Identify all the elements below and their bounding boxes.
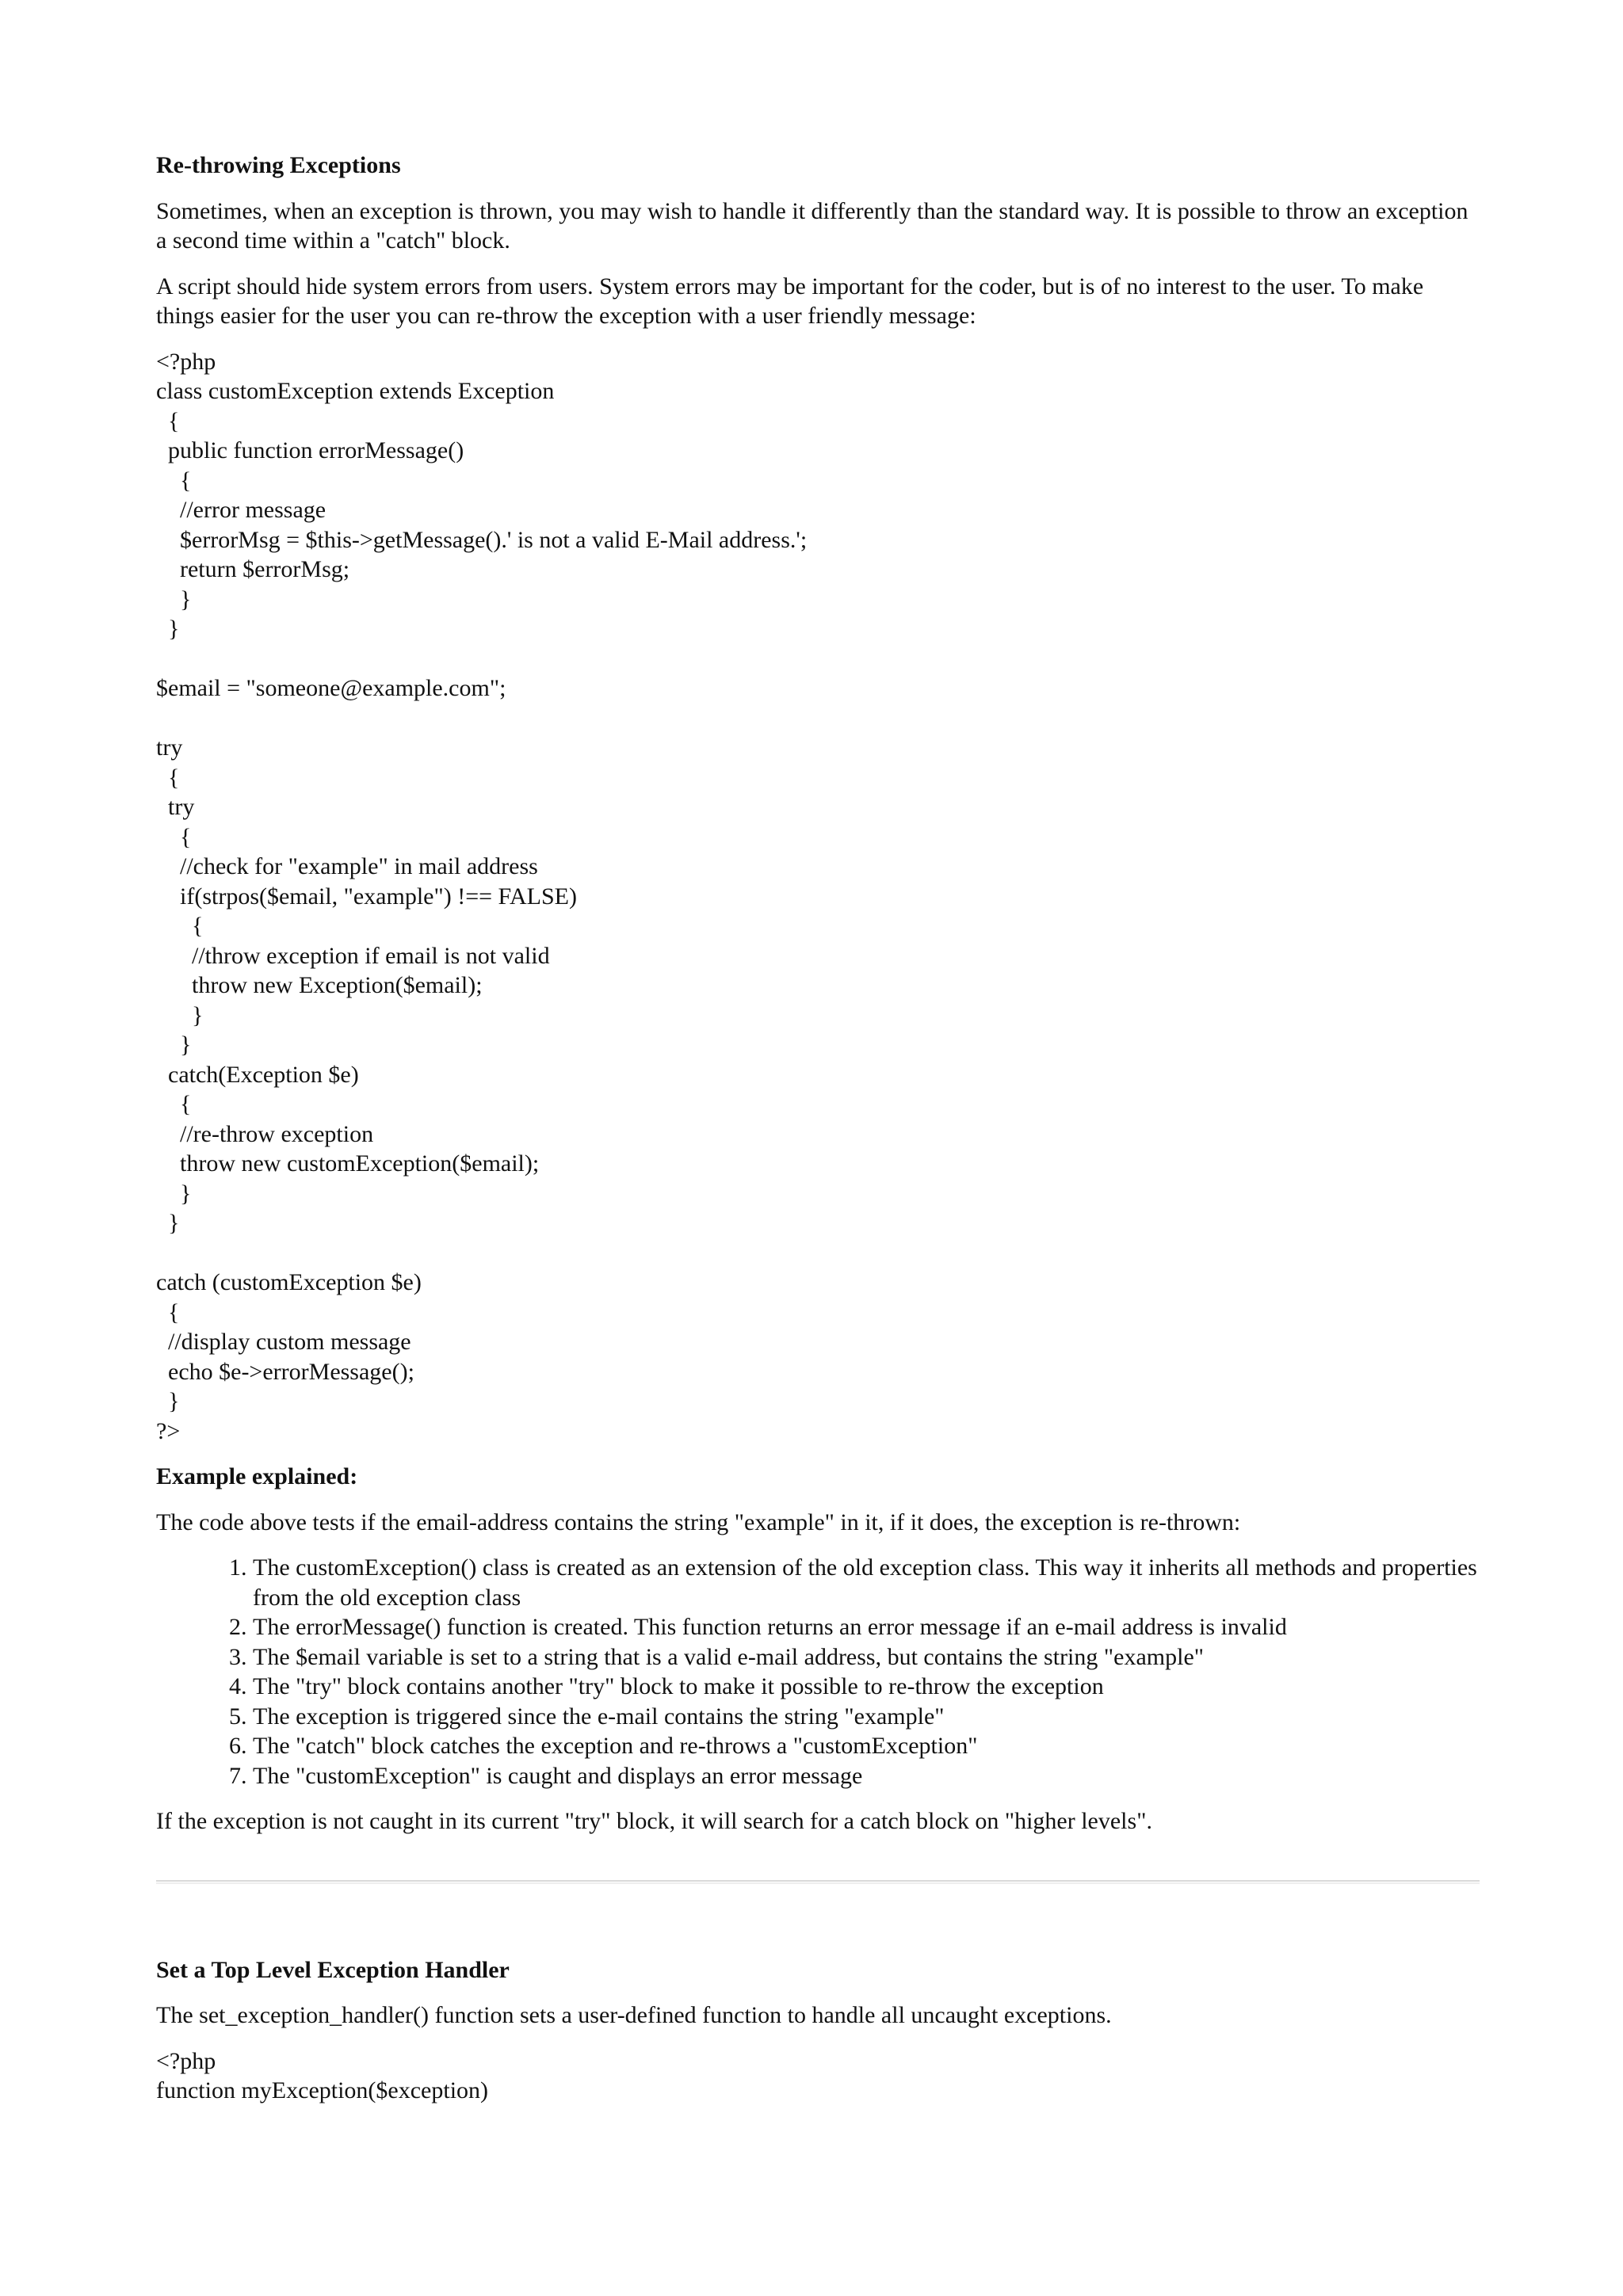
list-item-step-4: 4. The "try" block contains another "try" block to make it possible to re-throw the exception [253,1672,1480,1702]
section-divider [156,1880,1480,1884]
example-explained-heading: Example explained: [156,1463,358,1489]
explanation-steps-list [156,1553,1480,1791]
list-item-step-2: 2. The errorMessage() function is created. This function returns an error message if an e-mail address is invalid [253,1612,1480,1642]
code-block-exception-handler: <?php function myException($exception) [156,2047,489,2103]
paragraph-hide-errors: A script should hide system errors from users. System errors may be important for the coder, but is of no interest to the user. To make things easier for the user you can re-throw the exception with a user friendly message: [156,273,1424,329]
list-item-step-6: 6. The "catch" block catches the exception and re-throws a "customException" [253,1731,1480,1761]
paragraph-explained-intro: The code above tests if the email-address contains the string "example" in it, if it does, the exception is re-thrown: [156,1508,1241,1535]
list-item-step-7: 7. The "customException" is caught and displays an error message [253,1761,1480,1791]
list-item-step-5: 5. The exception is triggered since the e-mail contains the string "example" [253,1702,1480,1732]
list-item-step-1: 1. The customException() class is created as an extension of the old exception class. This way it inherits all methods and properties from the old exception class [253,1553,1480,1612]
list-item-step-3: 3. The $email variable is set to a string that is a valid e-mail address, but contains the string "example" [253,1642,1480,1672]
document-page [156,151,1480,2106]
section-heading-rethrowing: Re-throwing Exceptions [156,152,401,178]
paragraph-higher-levels: If the exception is not caught in its current "try" block, it will search for a catch block on "higher levels". [156,1808,1152,1834]
paragraph-set-exception-handler: The set_exception_handler() function sets a user-defined function to handle all uncaught exceptions. [156,2002,1112,2028]
section-heading-top-level-handler: Set a Top Level Exception Handler [156,1956,510,1983]
code-block-rethrow-example: <?php class customException extends Exception { public function errorMessage() { //error message $errorMsg = $this->getMessage().' is not a valid E-Mail address.'; return $errorMsg; } } $email = "someone@example.com"; try { try { //check for "example" in mail address if(strpos($email, "example") !== FALSE) { //throw exception if email is not valid throw new Exception($email); } } catch(Exception $e) { //re-throw exception throw new customException($email); } } catch (customException $e) { //display custom message echo $e->errorMessage(); } ?> [156,348,808,1444]
paragraph-rethrow-intro: Sometimes, when an exception is thrown, you may wish to handle it differently than the standard way. It is possible to throw an exception a second time within a "catch" block. [156,197,1468,254]
